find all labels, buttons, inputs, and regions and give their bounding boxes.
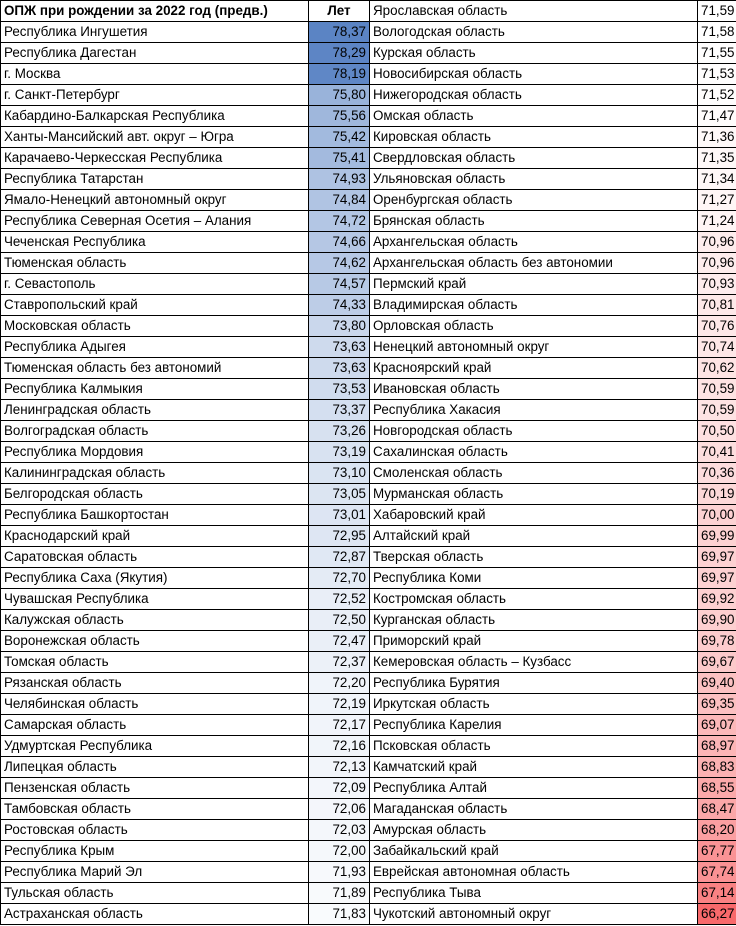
region-cell-right: Новосибирская область: [370, 64, 698, 85]
region-cell-left: Тульская область: [1, 883, 309, 904]
region-cell-left: Воронежская область: [1, 631, 309, 652]
region-cell-left: Тюменская область: [1, 253, 309, 274]
value-cell-left: 72,47: [309, 631, 370, 652]
value-cell-left: 74,93: [309, 169, 370, 190]
table-row: [1, 295, 736, 316]
value-cell-left: 72,37: [309, 652, 370, 673]
value-cell-right: 71,34: [698, 169, 736, 190]
region-cell-right: Архангельская область без автономии: [370, 253, 698, 274]
value-cell-right: 69,67: [698, 652, 736, 673]
region-cell-left: Ханты-Мансийский авт. округ – Югра: [1, 127, 309, 148]
region-cell-right: Магаданская область: [370, 799, 698, 820]
value-cell-left: 73,80: [309, 316, 370, 337]
table-row: [1, 211, 736, 232]
region-cell-left: Тюменская область без автономий: [1, 358, 309, 379]
value-cell-right: 70,96: [698, 232, 736, 253]
region-cell-left: Республика Мордовия: [1, 442, 309, 463]
region-cell-right: Забайкальский край: [370, 841, 698, 862]
region-cell-left: Тамбовская область: [1, 799, 309, 820]
table-row: [1, 358, 736, 379]
value-cell-left: 72,52: [309, 589, 370, 610]
region-cell-right: Псковская область: [370, 736, 698, 757]
value-cell-left: 71,83: [309, 904, 370, 925]
region-cell-left: Челябинская область: [1, 694, 309, 715]
value-cell-right: 69,07: [698, 715, 736, 736]
table-row: [1, 127, 736, 148]
table-row: [1, 610, 736, 631]
value-cell-right: 71,24: [698, 211, 736, 232]
table-row: [1, 505, 736, 526]
region-cell-left: Республика Саха (Якутия): [1, 568, 309, 589]
region-cell-right: Курская область: [370, 43, 698, 64]
region-cell-right: Нижегородская область: [370, 85, 698, 106]
region-cell-left: Республика Ингушетия: [1, 22, 309, 43]
table-row: [1, 484, 736, 505]
region-cell-right: Сахалинская область: [370, 442, 698, 463]
table-row: [1, 673, 736, 694]
region-cell-right: Иркутская область: [370, 694, 698, 715]
region-cell-left: Республика Марий Эл: [1, 862, 309, 883]
region-cell-left: Ленинградская область: [1, 400, 309, 421]
table-row: [1, 694, 736, 715]
value-cell-right: 68,47: [698, 799, 736, 820]
value-cell-right: 68,55: [698, 778, 736, 799]
region-cell-right: Владимирская область: [370, 295, 698, 316]
region-cell-right: Тверская область: [370, 547, 698, 568]
table-row: [1, 421, 736, 442]
table-row: [1, 904, 736, 925]
value-cell-left: 73,53: [309, 379, 370, 400]
table-row: [1, 631, 736, 652]
value-cell-left: 74,66: [309, 232, 370, 253]
table-row: [1, 715, 736, 736]
region-cell-right: Республика Тыва: [370, 883, 698, 904]
region-cell-left: Калининградская область: [1, 463, 309, 484]
table-row: [1, 379, 736, 400]
value-cell-left: 73,19: [309, 442, 370, 463]
value-cell-left: 75,80: [309, 85, 370, 106]
region-cell-left: Московская область: [1, 316, 309, 337]
table-row: [1, 337, 736, 358]
table-row: [1, 547, 736, 568]
value-cell-right: 67,77: [698, 841, 736, 862]
value-cell-right: 70,59: [698, 400, 736, 421]
region-cell-right: Ярославская область: [370, 1, 698, 22]
value-cell-left: 75,42: [309, 127, 370, 148]
value-cell-right: 71,36: [698, 127, 736, 148]
region-cell-right: Архангельская область: [370, 232, 698, 253]
region-cell-left: Волгоградская область: [1, 421, 309, 442]
region-cell-right: Мурманская область: [370, 484, 698, 505]
table-row: [1, 652, 736, 673]
value-cell-left: 74,84: [309, 190, 370, 211]
years-column-header: Лет: [309, 1, 370, 22]
region-cell-right: Вологодская область: [370, 22, 698, 43]
value-cell-right: 71,27: [698, 190, 736, 211]
region-cell-left: г. Москва: [1, 64, 309, 85]
region-cell-right: Ивановская область: [370, 379, 698, 400]
value-cell-right: 71,55: [698, 43, 736, 64]
region-cell-right: Чукотский автономный округ: [370, 904, 698, 925]
region-cell-right: Свердловская область: [370, 148, 698, 169]
region-cell-right: Алтайский край: [370, 526, 698, 547]
value-cell-right: 67,14: [698, 883, 736, 904]
table-row: [1, 400, 736, 421]
value-cell-right: 70,50: [698, 421, 736, 442]
region-cell-right: Еврейская автономная область: [370, 862, 698, 883]
table-row: [1, 736, 736, 757]
region-cell-right: Приморский край: [370, 631, 698, 652]
region-cell-left: Калужская область: [1, 610, 309, 631]
value-cell-left: 73,63: [309, 337, 370, 358]
value-cell-left: 74,62: [309, 253, 370, 274]
value-cell-right: 70,96: [698, 253, 736, 274]
table-row: [1, 799, 736, 820]
region-cell-left: Самарская область: [1, 715, 309, 736]
region-cell-left: Республика Татарстан: [1, 169, 309, 190]
region-cell-right: Смоленская область: [370, 463, 698, 484]
value-cell-left: 72,13: [309, 757, 370, 778]
region-cell-left: Ямало-Ненецкий автономный округ: [1, 190, 309, 211]
value-cell-right: 71,35: [698, 148, 736, 169]
value-cell-left: 72,20: [309, 673, 370, 694]
region-cell-left: Кабардино-Балкарская Республика: [1, 106, 309, 127]
value-cell-left: 74,33: [309, 295, 370, 316]
table-row: [1, 148, 736, 169]
value-cell-right: 69,97: [698, 568, 736, 589]
region-cell-left: Саратовская область: [1, 547, 309, 568]
table-row: [1, 43, 736, 64]
value-cell-right: 71,52: [698, 85, 736, 106]
value-cell-right: 71,47: [698, 106, 736, 127]
region-cell-left: Карачаево-Черкесская Республика: [1, 148, 309, 169]
value-cell-right: 67,74: [698, 862, 736, 883]
table-row: [1, 253, 736, 274]
value-cell-right: 69,78: [698, 631, 736, 652]
table-row: [1, 526, 736, 547]
region-cell-left: Удмуртская Республика: [1, 736, 309, 757]
region-cell-right: Ненецкий автономный округ: [370, 337, 698, 358]
value-cell-left: 78,37: [309, 22, 370, 43]
value-cell-left: 73,01: [309, 505, 370, 526]
value-cell-left: 73,05: [309, 484, 370, 505]
table-row: [1, 232, 736, 253]
value-cell-right: 70,62: [698, 358, 736, 379]
value-cell-right: 70,76: [698, 316, 736, 337]
region-cell-left: Липецкая область: [1, 757, 309, 778]
value-cell-right: 70,41: [698, 442, 736, 463]
region-cell-right: Хабаровский край: [370, 505, 698, 526]
table-row: [1, 820, 736, 841]
value-cell-left: 72,50: [309, 610, 370, 631]
table-row: [1, 883, 736, 904]
region-cell-left: Чувашская Республика: [1, 589, 309, 610]
value-cell-right: 68,20: [698, 820, 736, 841]
value-cell-left: 72,87: [309, 547, 370, 568]
table-row: [1, 442, 736, 463]
value-cell-left: 72,70: [309, 568, 370, 589]
value-cell-right: 71,59: [698, 1, 736, 22]
region-cell-left: Белгородская область: [1, 484, 309, 505]
table-title: ОПЖ при рождении за 2022 год (предв.): [1, 1, 309, 22]
region-cell-right: Брянская область: [370, 211, 698, 232]
value-cell-right: 71,58: [698, 22, 736, 43]
value-cell-right: 70,36: [698, 463, 736, 484]
value-cell-left: 75,41: [309, 148, 370, 169]
value-cell-left: 72,00: [309, 841, 370, 862]
value-cell-left: 74,72: [309, 211, 370, 232]
region-cell-right: Кемеровская область – Кузбасс: [370, 652, 698, 673]
region-cell-right: Амурская область: [370, 820, 698, 841]
region-cell-right: Камчатский край: [370, 757, 698, 778]
value-cell-left: 75,56: [309, 106, 370, 127]
region-cell-left: Астраханская область: [1, 904, 309, 925]
header-row: [1, 1, 736, 22]
value-cell-right: 68,97: [698, 736, 736, 757]
table-row: [1, 589, 736, 610]
region-cell-right: Орловская область: [370, 316, 698, 337]
region-cell-right: Пермский край: [370, 274, 698, 295]
value-cell-right: 70,19: [698, 484, 736, 505]
value-cell-left: 78,19: [309, 64, 370, 85]
region-cell-right: Республика Коми: [370, 568, 698, 589]
table-row: [1, 85, 736, 106]
value-cell-left: 72,09: [309, 778, 370, 799]
region-cell-left: Чеченская Республика: [1, 232, 309, 253]
region-cell-right: Курганская область: [370, 610, 698, 631]
value-cell-left: 74,57: [309, 274, 370, 295]
value-cell-right: 69,35: [698, 694, 736, 715]
region-cell-left: Пензенская область: [1, 778, 309, 799]
value-cell-left: 72,95: [309, 526, 370, 547]
region-cell-right: Омская область: [370, 106, 698, 127]
value-cell-left: 73,10: [309, 463, 370, 484]
region-cell-right: Ульяновская область: [370, 169, 698, 190]
region-cell-left: г. Санкт-Петербург: [1, 85, 309, 106]
value-cell-left: 72,17: [309, 715, 370, 736]
region-cell-left: Краснодарский край: [1, 526, 309, 547]
value-cell-left: 72,06: [309, 799, 370, 820]
value-cell-right: 69,90: [698, 610, 736, 631]
value-cell-right: 69,97: [698, 547, 736, 568]
table-row: [1, 316, 736, 337]
value-cell-right: 70,59: [698, 379, 736, 400]
table-row: [1, 274, 736, 295]
value-cell-right: 71,53: [698, 64, 736, 85]
region-cell-left: Республика Северная Осетия – Алания: [1, 211, 309, 232]
value-cell-right: 69,40: [698, 673, 736, 694]
value-cell-left: 72,19: [309, 694, 370, 715]
region-cell-right: Республика Алтай: [370, 778, 698, 799]
table-row: [1, 169, 736, 190]
value-cell-right: 70,93: [698, 274, 736, 295]
value-cell-right: 70,81: [698, 295, 736, 316]
table-row: [1, 757, 736, 778]
region-cell-left: Ростовская область: [1, 820, 309, 841]
region-cell-left: Республика Башкортостан: [1, 505, 309, 526]
region-cell-right: Республика Хакасия: [370, 400, 698, 421]
table-row: [1, 862, 736, 883]
region-cell-right: Оренбургская область: [370, 190, 698, 211]
region-cell-left: Рязанская область: [1, 673, 309, 694]
value-cell-left: 78,29: [309, 43, 370, 64]
table-row: [1, 190, 736, 211]
value-cell-right: 70,00: [698, 505, 736, 526]
region-cell-right: Новгородская область: [370, 421, 698, 442]
region-cell-right: Республика Карелия: [370, 715, 698, 736]
region-cell-right: Кировская область: [370, 127, 698, 148]
value-cell-right: 70,74: [698, 337, 736, 358]
value-cell-right: 69,92: [698, 589, 736, 610]
value-cell-left: 73,63: [309, 358, 370, 379]
table-row: [1, 778, 736, 799]
region-cell-left: Республика Дагестан: [1, 43, 309, 64]
value-cell-right: 68,83: [698, 757, 736, 778]
table-row: [1, 841, 736, 862]
table-row: [1, 463, 736, 484]
region-cell-right: Республика Бурятия: [370, 673, 698, 694]
region-cell-left: Республика Калмыкия: [1, 379, 309, 400]
table-row: [1, 568, 736, 589]
value-cell-left: 72,16: [309, 736, 370, 757]
region-cell-right: Красноярский край: [370, 358, 698, 379]
region-cell-left: г. Севастополь: [1, 274, 309, 295]
region-cell-left: Томская область: [1, 652, 309, 673]
value-cell-left: 71,93: [309, 862, 370, 883]
table-row: [1, 22, 736, 43]
value-cell-left: 73,37: [309, 400, 370, 421]
region-cell-right: Костромская область: [370, 589, 698, 610]
table-row: [1, 64, 736, 85]
region-cell-left: Ставропольский край: [1, 295, 309, 316]
table-row: [1, 106, 736, 127]
value-cell-left: 73,26: [309, 421, 370, 442]
region-cell-left: Республика Крым: [1, 841, 309, 862]
value-cell-left: 72,03: [309, 820, 370, 841]
value-cell-right: 66,27: [698, 904, 736, 925]
region-cell-left: Республика Адыгея: [1, 337, 309, 358]
value-cell-left: 71,89: [309, 883, 370, 904]
value-cell-right: 69,99: [698, 526, 736, 547]
